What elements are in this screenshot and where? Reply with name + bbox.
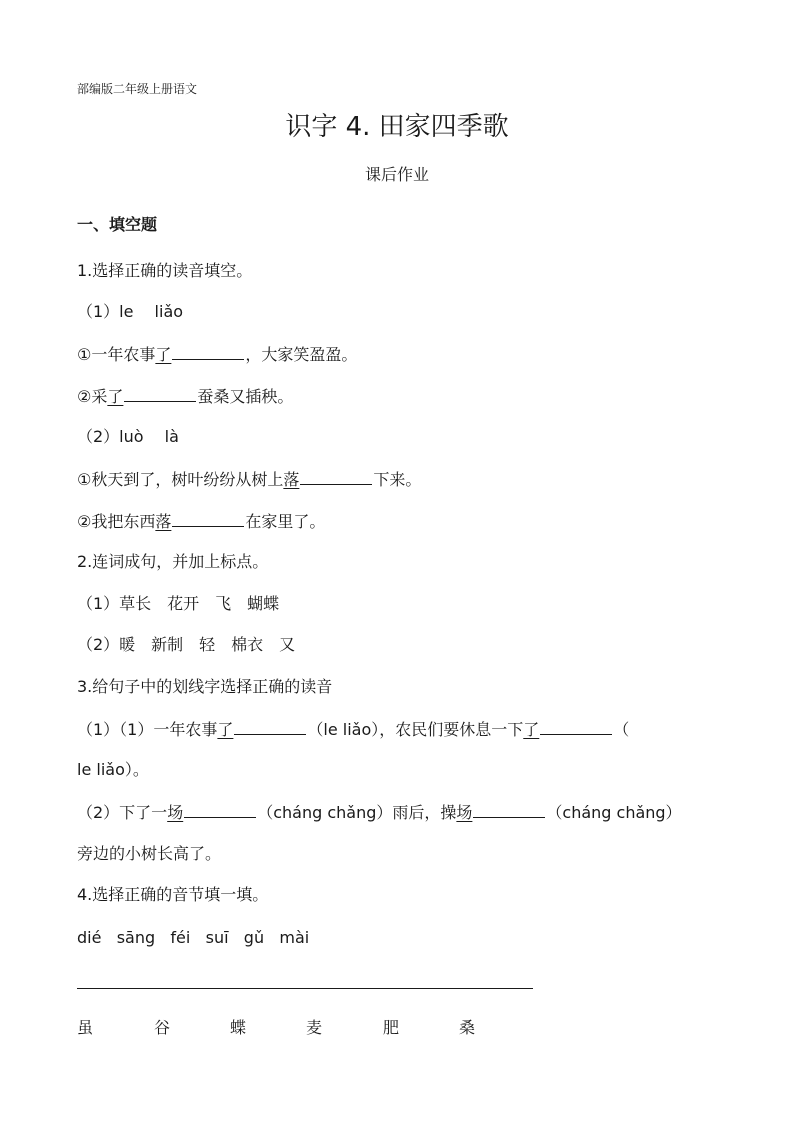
underlined-char: 场: [456, 803, 473, 822]
q1-prompt: 1.选择正确的读音填空。: [77, 261, 253, 280]
char-item: 蝶: [230, 1018, 247, 1037]
answer-blank[interactable]: [234, 719, 306, 735]
answer-blank[interactable]: [172, 511, 244, 527]
underlined-char: 落: [155, 512, 172, 531]
underlined-char: 了: [217, 720, 234, 739]
q4-prompt: 4.选择正确的音节填一填。: [77, 885, 269, 904]
underlined-char: 落: [283, 470, 300, 489]
page-title: 识字 4. 田家四季歌: [285, 112, 509, 142]
section-title: 一、填空题: [77, 215, 158, 234]
answer-blank[interactable]: [184, 802, 256, 818]
q2-item-1: （1）草长 花开 飞 蝴蝶: [77, 594, 280, 613]
q1-part1-label: （1）le liǎo: [77, 302, 184, 321]
char-item: 桑: [459, 1018, 476, 1037]
q1-part2-label: （2）luò là: [77, 427, 179, 446]
q3-line-4: 旁边的小树长高了。: [77, 844, 222, 863]
q1-sentence-1: ①一年农事了 ，大家笑盈盈。: [77, 345, 358, 364]
answer-blank[interactable]: [300, 469, 372, 485]
underlined-char: 了: [107, 387, 124, 406]
q1-sentence-2: ②采了 蚕桑又插秧。: [77, 387, 294, 406]
q1-sentence-4: ②我把东西落 在家里了。: [77, 512, 326, 531]
answer-blank[interactable]: [124, 386, 196, 402]
header-note: 部编版二年级上册语文: [77, 82, 198, 96]
answer-blank[interactable]: [540, 719, 612, 735]
q3-line-3: （2）下了一场 （cháng chǎng）雨后，操场 （cháng chǎng）: [77, 803, 682, 822]
q3-line-1: （1）（1）一年农事了 （le liǎo），农民们要休息一下了 （: [77, 720, 630, 739]
q3-prompt: 3.给句子中的划线字选择正确的读音: [77, 677, 333, 696]
page-subtitle: 课后作业: [364, 165, 429, 184]
underlined-char: 了: [155, 345, 172, 364]
char-item: 麦: [306, 1018, 323, 1037]
char-item: 虽: [77, 1018, 94, 1037]
q2-item-2: （2）暖 新制 轻 棉衣 又: [77, 635, 296, 654]
answer-line[interactable]: [77, 988, 533, 989]
char-item: 肥: [383, 1018, 400, 1037]
q1-sentence-3: ①秋天到了，树叶纷纷从树上落 下来。: [77, 470, 422, 489]
answer-blank[interactable]: [172, 344, 244, 360]
q2-prompt: 2.连词成句，并加上标点。: [77, 552, 269, 571]
char-item: 谷: [154, 1018, 171, 1037]
underlined-char: 场: [167, 803, 184, 822]
underlined-char: 了: [523, 720, 540, 739]
answer-blank[interactable]: [473, 802, 545, 818]
q3-line-2: le liǎo）。: [77, 760, 149, 779]
q4-pinyin-row: dié sāng féi suī gǔ mài: [77, 928, 310, 947]
